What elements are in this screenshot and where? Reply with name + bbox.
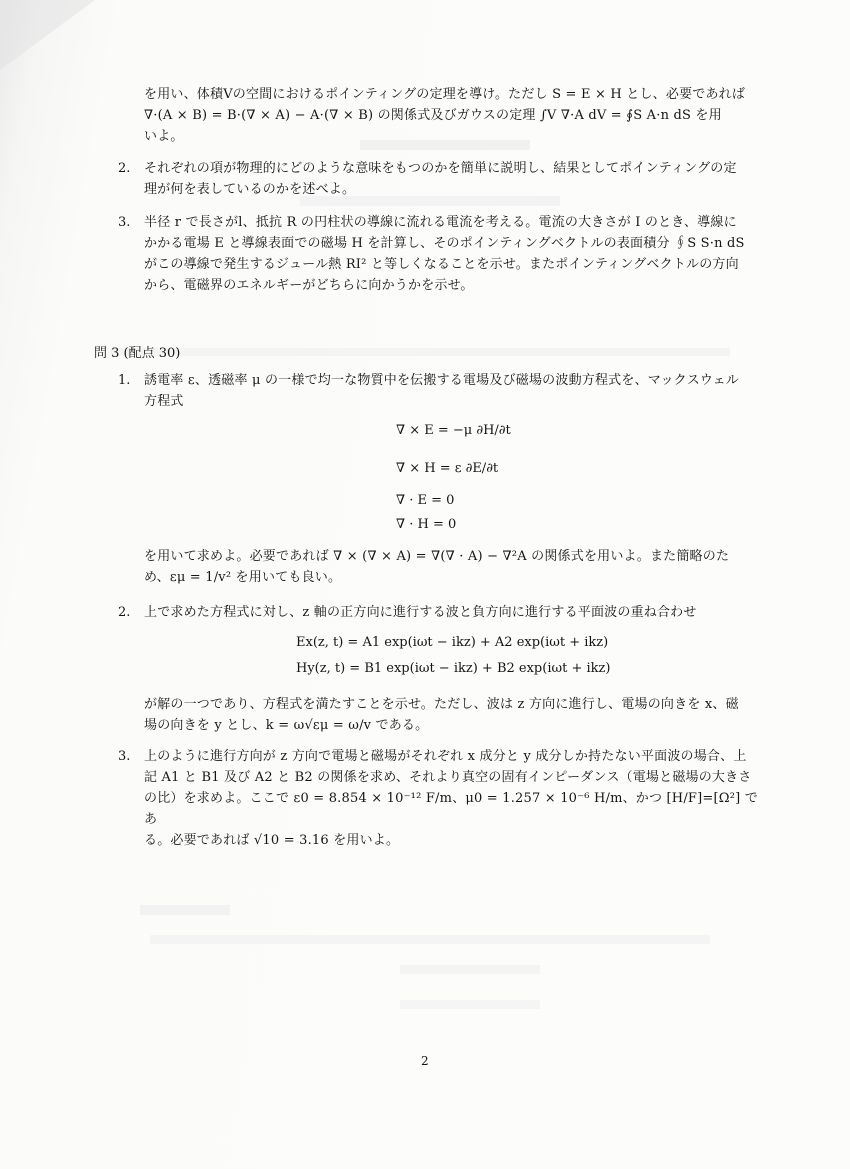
equation: ∇ · H = 0 xyxy=(396,517,457,532)
text-line: 記 A1 と B1 及び A2 と B2 の関係を求め、それより真空の固有インピーダンス（電場と磁場の大きさ xyxy=(144,770,752,785)
question-item-2 xyxy=(144,158,764,200)
item-number: 1. xyxy=(118,373,131,388)
text-line: いよ。 xyxy=(144,129,184,144)
text-line: ∇·(A × B) = B·(∇ × A) − A·(∇ × B) の関係式及びガウスの定理 ∫V ∇·A dV = ∮S A·n dS を用 xyxy=(144,108,722,123)
text-line: 半径 r で長さがl、抵抗 R の円柱状の導線に流れる電流を考える。電流の大きさが I のとき、導線に xyxy=(144,215,737,230)
equation: ∇ · E = 0 xyxy=(396,493,455,508)
question-3-1-continued xyxy=(144,546,764,588)
bleed-through-mark xyxy=(400,965,540,974)
text-line: 理が何を表しているのかを述べよ。 xyxy=(144,182,356,197)
text-line: 上で求めた方程式に対し、z 軸の正方向に進行する波と負方向に進行する平面波の重ね合わせ xyxy=(144,605,697,620)
text-line: が解の一つであり、方程式を満たすことを示せ。ただし、波は z 方向に進行し、電場の向きを x、磁 xyxy=(144,697,739,712)
text-line: を用いて求めよ。必要であれば ∇ × (∇ × A) = ∇(∇ · A) − ∇²A の関係式を用いよ。また簡略のた xyxy=(144,549,730,564)
equation: Ex(z, t) = A1 exp(iωt − ikz) + A2 exp(iωt + ikz) xyxy=(296,635,609,650)
text-line: がこの導線で発生するジュール熱 RI² と等しくなることを示せ。またポインティングベクトルの方向 xyxy=(144,257,739,272)
equation: Hy(z, t) = B1 exp(iωt − ikz) + B2 exp(iωt + ikz) xyxy=(296,661,611,676)
item-number: 2. xyxy=(118,605,131,620)
page-corner-shadow xyxy=(0,0,95,70)
bleed-through-mark xyxy=(140,905,230,915)
question-item-3 xyxy=(144,212,764,296)
bleed-through-mark xyxy=(400,1000,540,1009)
text-line: から、電磁界のエネルギーがどちらに向かうかを示せ。 xyxy=(144,278,474,293)
question-3-2 xyxy=(144,602,764,623)
section-heading: 問 3 (配点 30) xyxy=(94,346,181,361)
question-3-1 xyxy=(144,370,764,412)
text-line: る。必要であれば √10 = 3.16 を用いよ。 xyxy=(144,833,400,848)
question-3-2-continued xyxy=(144,694,764,736)
equation: ∇ × H = ε ∂E/∂t xyxy=(396,461,499,476)
text-line: 場の向きを y とし、k = ω√εμ = ω/v である。 xyxy=(144,718,429,733)
item-number: 3. xyxy=(118,749,131,764)
text-line: かかる電場 E と導線表面での磁場 H を計算し、そのポインティングベクトルの表面積分 ∮S S·n dS xyxy=(144,236,745,251)
equation: ∇ × E = −μ ∂H/∂t xyxy=(396,423,511,438)
question-3-3 xyxy=(144,746,764,851)
text-line: 方程式 xyxy=(144,394,184,409)
bleed-through-mark xyxy=(110,348,730,356)
top-paragraph xyxy=(144,84,764,147)
text-line: を用い、体積Vの空間におけるポインティングの定理を導け。ただし S = E × H とし、必要であれば xyxy=(144,87,746,102)
text-line: め、εμ = 1/v² を用いても良い。 xyxy=(144,570,342,585)
item-number: 3. xyxy=(118,215,131,230)
text-line: の比）を求めよ。ここで ε0 = 8.854 × 10⁻¹² F/m、μ0 = 1.257 × 10⁻⁶ H/m、かつ [H/F]=[Ω²] であ xyxy=(144,791,758,827)
text-line: 誘電率 ε、透磁率 μ の一様で均一な物質中を伝搬する電場及び磁場の波動方程式を、マックスウェル xyxy=(144,373,740,388)
page-number: 2 xyxy=(421,1054,429,1068)
text-line: それぞれの項が物理的にどのような意味をもつのかを簡単に説明し、結果としてポインティングの定 xyxy=(144,161,737,176)
text-line: 上のように進行方向が z 方向で電場と磁場がそれぞれ x 成分と y 成分しか持たない平面波の場合、上 xyxy=(144,749,747,764)
bleed-through-mark xyxy=(150,935,710,944)
item-number: 2. xyxy=(118,161,131,176)
